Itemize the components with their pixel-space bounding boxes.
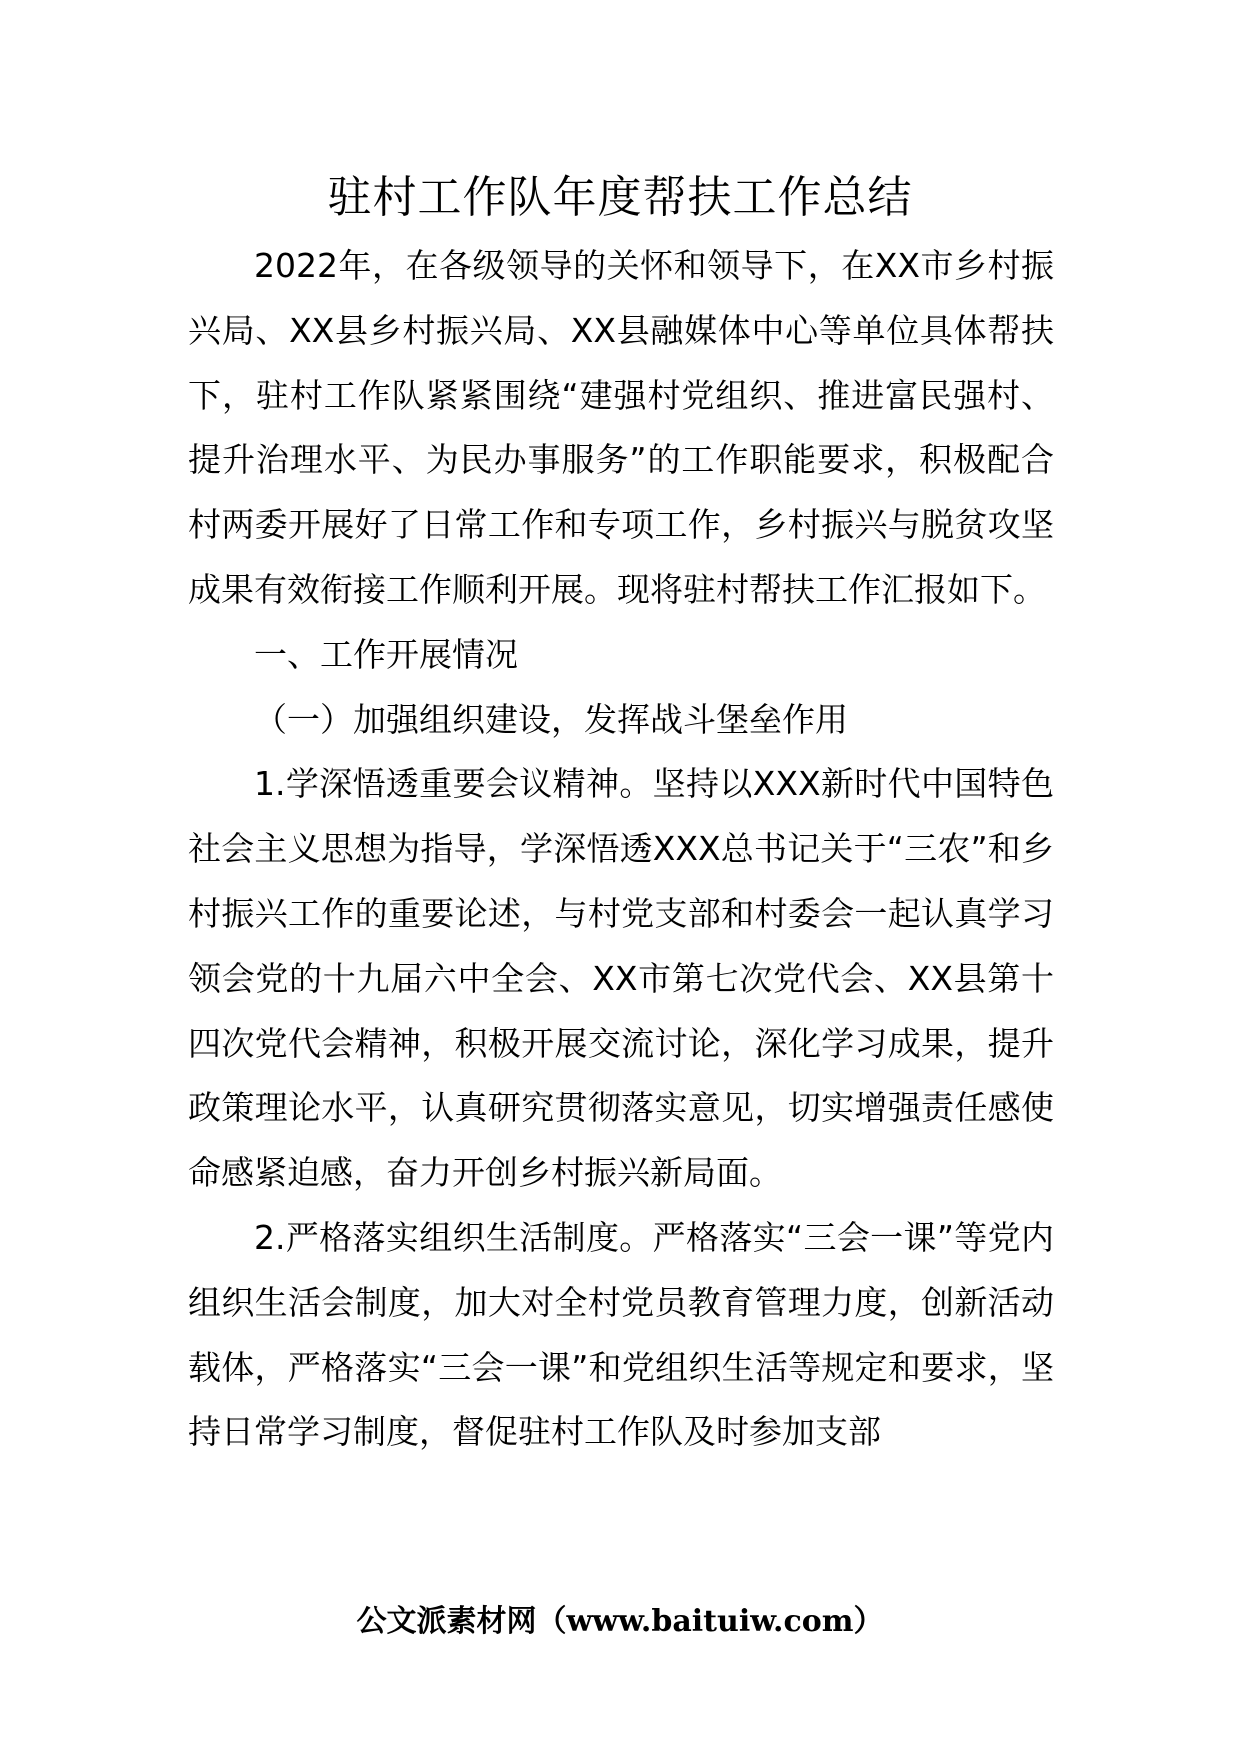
document-title: 驻村工作队年度帮扶工作总结 xyxy=(327,172,913,223)
item-paragraph-1: 1.学深悟透重要会议精神。坚持以XXX新时代中国特色社会主义思想为指导，学深悟透XXX总书记关于“三农”和乡村振兴工作的重要论述，与村党支部和村委会一起认真学习领会党的十九届六中全会、XX市第七次党代会、XX县第十四次党代会精神，积极开展交流讨论，深化学习成果，提升政策理论水平，认真研究贯彻落实意见，切实增强责任感使命感紧迫感，奋力开创乡村振兴新局面。 xyxy=(188,764,1054,1193)
item-paragraph-2: 2.严格落实组织生活制度。严格落实“三会一课”等党内组织生活会制度，加大对全村党员教育管理力度，创新活动载体，严格落实“三会一课”和党组织生活等规定和要求，坚持日常学习制度，督促驻村工作队及时参加支部 xyxy=(188,1217,1054,1452)
section-heading: 一、工作开展情况 xyxy=(254,634,518,674)
document-body xyxy=(188,234,1054,1465)
footer-watermark: 公文派素材网（www.baituiw.com） xyxy=(356,1604,884,1639)
intro-paragraph: 2022年，在各级领导的关怀和领导下，在XX市乡村振兴局、XX县乡村振兴局、XX县融媒体中心等单位具体帮扶下，驻村工作队紧紧围绕“建强村党组织、推进富民强村、提升治理水平、为民办事服务”的工作职能要求，积极配合村两委开展好了日常工作和专项工作，乡村振兴与脱贫攻坚成果有效衔接工作顺利开展。现将驻村帮扶工作汇报如下。 xyxy=(188,246,1054,609)
subsection-heading: （一）加强组织建设，发挥战斗堡垒作用 xyxy=(254,699,848,739)
